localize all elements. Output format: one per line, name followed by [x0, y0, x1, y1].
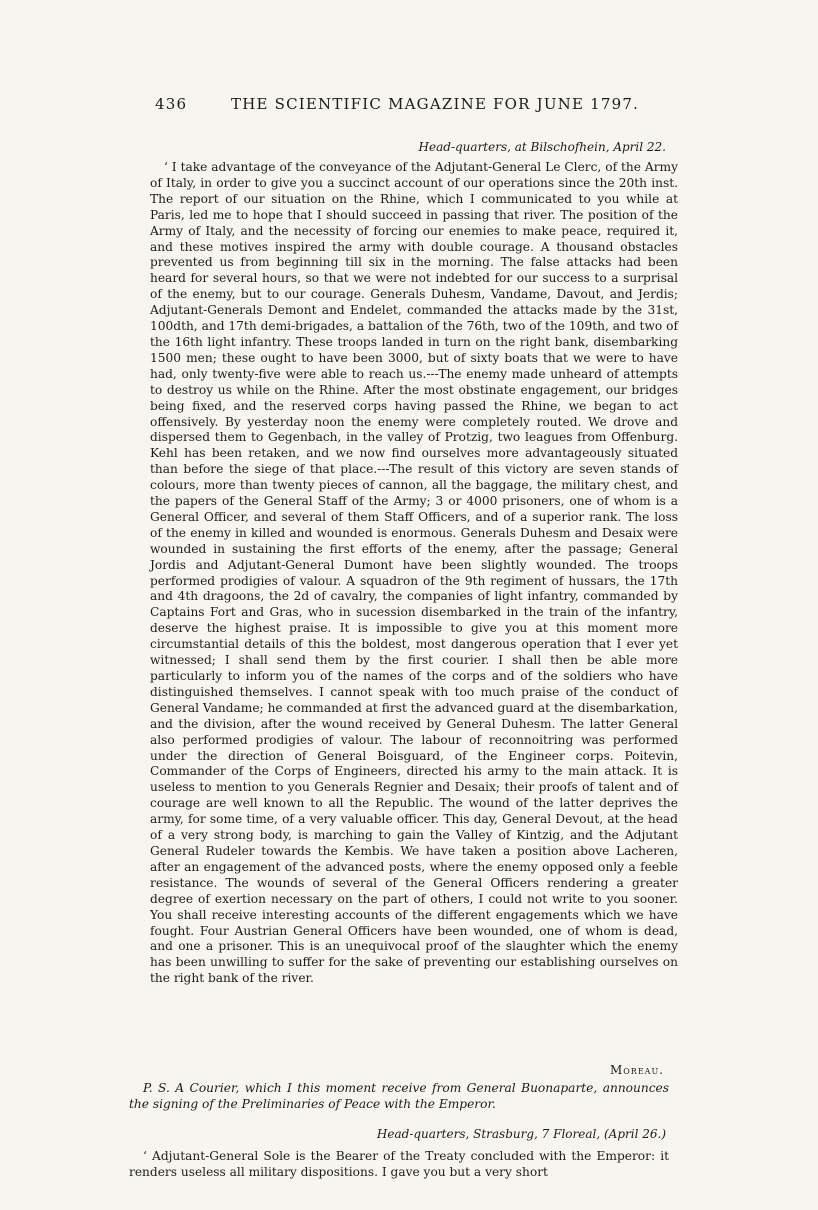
second-letter-dateline: Head-quarters, Strasburg, 7 Floreal, (April 26.)	[376, 1127, 666, 1141]
postscript: P. S. A Courier, which I this moment receive from General Buonaparte, announces the signing of the Preliminaries of Peace with the Emperor.	[129, 1081, 669, 1111]
second-letter-body: ‘ Adjutant-General Sole is the Bearer of the Treaty concluded with the Emperor: it renders useless all military dispositions. I gave you but a very short	[129, 1149, 669, 1179]
letter-signature: Moreau.	[609, 1063, 664, 1077]
page-number: 436	[155, 95, 188, 113]
page-header	[155, 95, 665, 117]
running-title: THE SCIENTIFIC MAGAZINE FOR JUNE 1797.	[231, 95, 640, 113]
letter-body: ‘ I take advantage of the conveyance of the Adjutant-General Le Clerc, of the Army of Italy, in order to give you a succinct account of our operations since the 20th inst. The report of our situation on the Rhine, which I communicated to you while at Paris, led me to hope that I should succeed in passing that river. The position of the Army of Italy, and the necessity of forcing our enemies to make peace, required it, and these motives inspired the army with double courage. A thousand obstacles prevented us from beginning till six in the morning. The false attacks had been heard for several hours, so that we were not indebted for our success to a surprisal of the enemy, but to our courage. Generals Duhesm, Vandame, Davout, and Jerdis; Adjutant-Generals Demont and Endelet, commanded the attacks made by the 31st, 100dth, and 17th demi-brigades, a battalion of the 76th, two of the 109th, and two of the 16th light infantry. These troops landed in turn on the right bank, disembarking 1500 men; these ought to have been 3000, but of sixty boats that we were to have had, only twenty-five were able to reach us.---The enemy made unheard of attempts to destroy us while on the Rhine. After the most obstinate engagement, our bridges being fixed, and the reserved corps having passed the Rhine, we began to act offensively. By yesterday noon the enemy were completely routed. We drove and dispersed them to Gegenbach, in the valley of Protzig, two leagues from Offenburg. Kehl has been retaken, and we now find ourselves more advantageously situated than before the siege of that place.---The result of this victory are seven stands of colours, more than twenty pieces of cannon, all the baggage, the military chest, and the papers of the General Staff of the Army; 3 or 4000 prisoners, one of whom is a General Officer, and several of them Staff Officers, and of a superior rank. The loss of the enemy in killed and wounded is enormous. Generals Duhesm and Desaix were wounded in sustaining the first efforts of the enemy, after the passage; General Jordis and Adjutant-General Dumont have been slightly wounded. The troops performed prodigies of valour. A squadron of the 9th regiment of hussars, the 17th and 4th dragoons, the 2d of cavalry, the companies of light infantry, commanded by Captains Fort and Gras, who in sucession disembarked in the train of the infantry, deserve the highest praise. It is impossible to give you at this moment more circumstantial details of this the boldest, most dangerous operation that I ever yet witnessed; I shall send them by the first courier. I shall then be able more particularly to inform you of the names of the corps and of the soldiers who have distinguished themselves. I cannot speak with too much praise of the conduct of General Vandame; he commanded at first the advanced guard at the disembarkation, and the division, after the wound received by General Duhesm. The latter General also performed prodigies of valour. The labour of reconnoitring was performed under the direction of General Boisguard, of the Engineer corps. Poitevin, Commander of the Corps of Engineers, directed his army to the main attack. It is useless to mention to you Generals Regnier and Desaix; their proofs of talent and of courage are well known to all the Republic. The wound of the latter deprives the army, for some time, of a very valuable officer. This day, General Devout, at the head of a very strong body, is marching to gain the Valley of Kintzig, and the Adjutant General Rudeler towards the Kembis. We have taken a position above Lacheren, after an engagement of the advanced posts, where the enemy opposed only a feeble resistance. The wounds of several of the General Officers rendering a greater degree of exertion necessary on the part of others, I could not write to you sooner. You shall receive interesting accounts of the different engagements which we have fought. Four Austrian General Officers have been wounded, one of whom is dead, and one a prisoner. This is an unequivocal proof of the slaughter which the enemy has been unwilling to suffer for the sake of preventing our establishing ourselves on the right bank of the river.	[150, 160, 678, 986]
letter-dateline: Head-quarters, at Bilschofhein, April 22.	[418, 140, 666, 154]
